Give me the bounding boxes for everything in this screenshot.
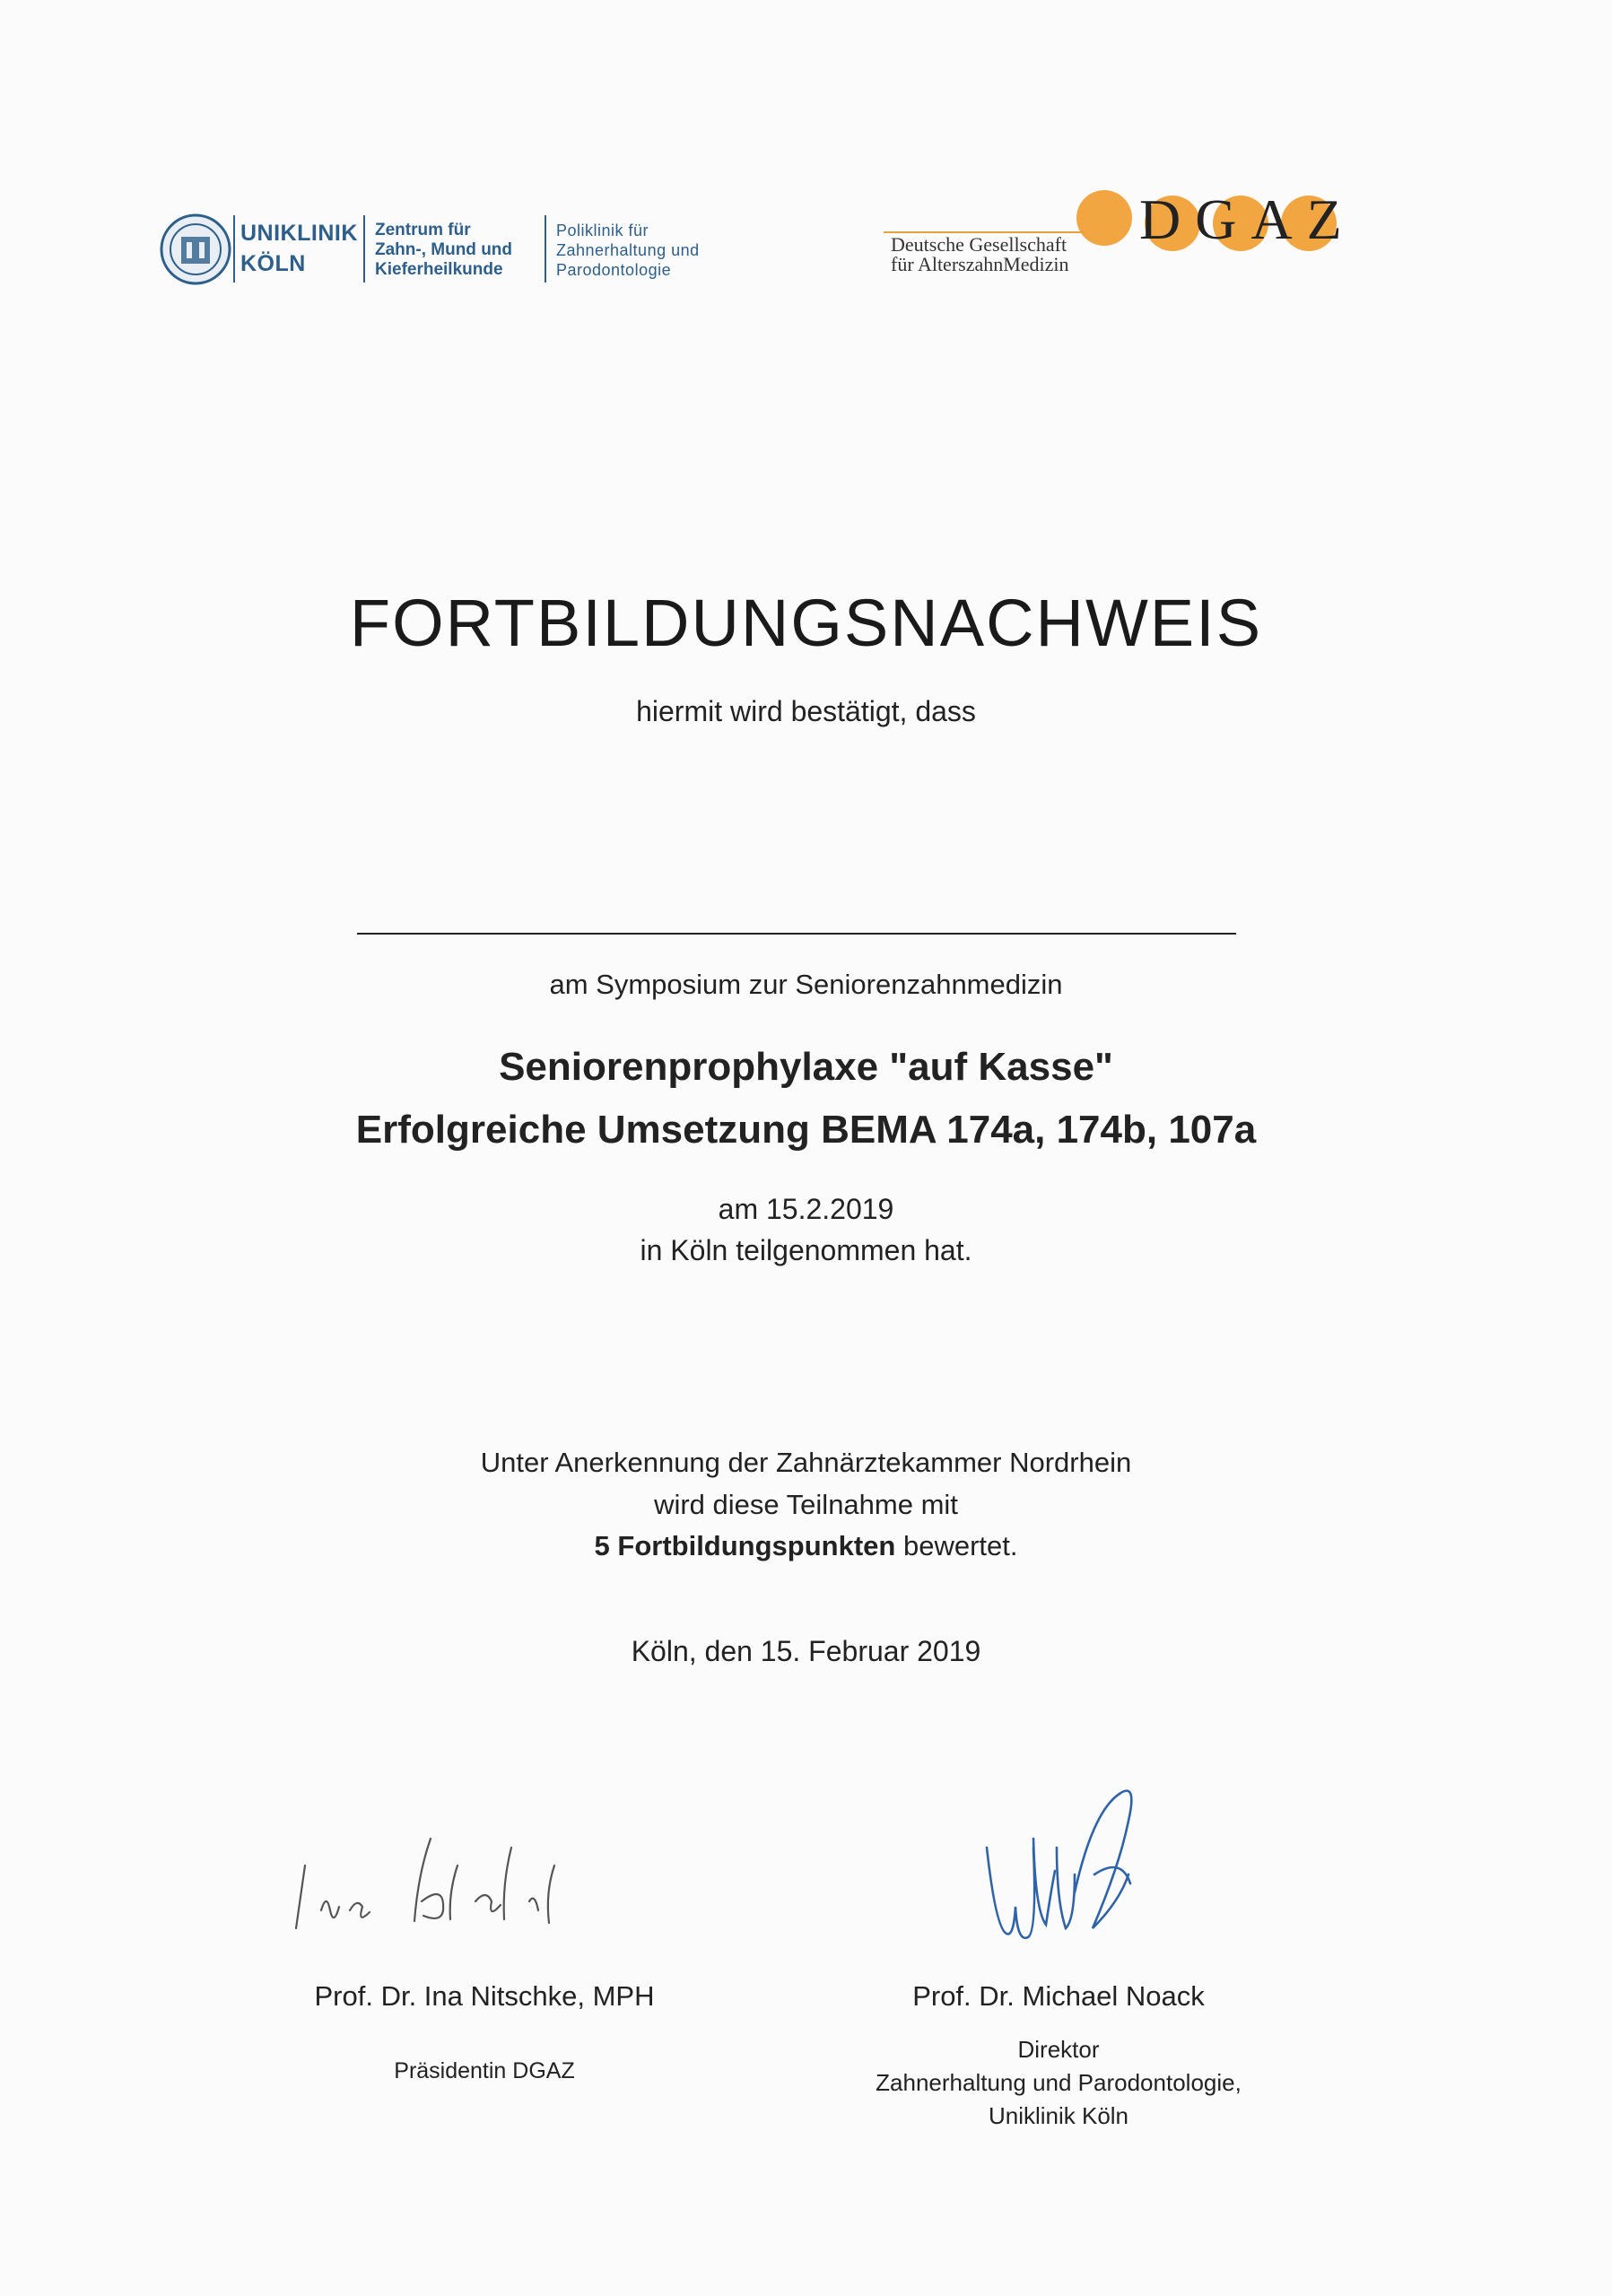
recognition-line-3	[0, 1530, 1612, 1562]
event-date: am 15.2.2019	[718, 1193, 894, 1225]
intro-text: hiermit wird bestätigt, dass	[636, 695, 976, 727]
uniklinik-name: UNIKLINIK KÖLN	[240, 221, 358, 276]
topic-line-1: Seniorenprophylaxe "auf Kasse"	[499, 1045, 1113, 1089]
recognition-line-1: Unter Anerkennung der Zahnärztekammer Nordrhein	[480, 1447, 1132, 1478]
centre-name: Zentrum für Zahn-, Mund und Kieferheilkunde	[375, 221, 513, 279]
signing-place-date: Köln, den 15. Februar 2019	[631, 1635, 981, 1667]
uk-divider-2	[363, 215, 365, 283]
certificate-title: FORTBILDUNGSNACHWEIS	[349, 586, 1263, 660]
signatory-2-role-1: Direktor	[1017, 2036, 1100, 2063]
signatory-2-name: Prof. Dr. Michael Noack	[912, 1980, 1205, 2012]
recognition-line-2: wird diese Teilnahme mit	[654, 1489, 958, 1520]
clinic-name: Poliklinik für Zahnerhaltung und Parodontologie	[556, 222, 700, 279]
dgaz-circle-1	[1076, 190, 1132, 246]
participant-name-line	[357, 933, 1236, 935]
dgaz-logo-text: DGAZ	[1139, 187, 1356, 251]
signature-nitschke	[287, 1812, 673, 1946]
uk-divider-3	[545, 215, 546, 283]
signatory-1-name: Prof. Dr. Ina Nitschke, MPH	[314, 1980, 655, 2012]
points-rest: bewertet.	[895, 1530, 1018, 1561]
points-text: 5 Fortbildungspunkten	[594, 1530, 896, 1561]
signature-noack	[969, 1785, 1166, 1964]
dgaz-society-name: Deutsche Gesellschaft für AlterszahnMedizin	[891, 233, 1069, 275]
uk-divider-1	[233, 215, 235, 283]
event-place: in Köln teilgenommen hat.	[640, 1234, 972, 1266]
signatory-2-role-3: Uniklinik Köln	[988, 2102, 1129, 2129]
topic-line-2: Erfolgreiche Umsetzung BEMA 174a, 174b, 107a	[355, 1108, 1257, 1152]
uniklinik-seal-logo	[160, 213, 231, 285]
signatory-2-role-2: Zahnerhaltung und Parodontologie,	[876, 2069, 1242, 2096]
signatory-1-role: Präsidentin DGAZ	[394, 2058, 575, 2083]
event-intro: am Symposium zur Seniorenzahnmedizin	[549, 969, 1063, 1000]
